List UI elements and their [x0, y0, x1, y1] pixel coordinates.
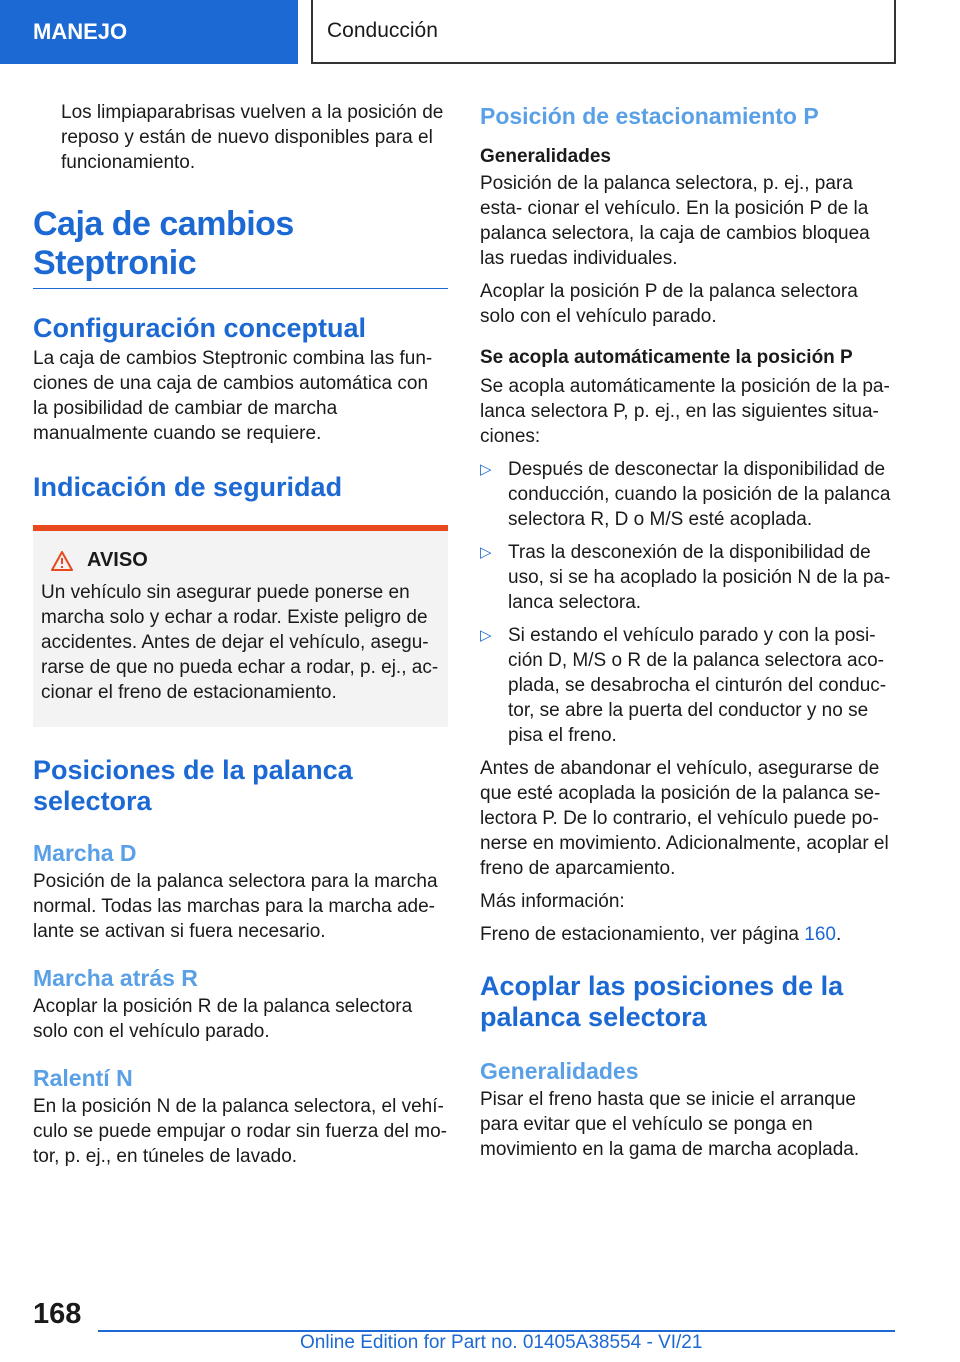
engage-paragraph: Pisar el freno hasta que se inicie el arranque para evitar que el vehículo se ponga en movimiento en la gama de marcha acoplada.: [480, 1089, 860, 1160]
before-leaving-paragraph: Antes de abandonar el vehículo, asegurarse de que esté acoplada la posición de la palanca se- lectora P. De lo contrario, el vehículo puede po- nerse en movimiento. Adicionalmente, acoplar el freno de aparcamiento.: [480, 758, 889, 879]
list-item-text: Tras la desconexión de la disponibilidad de uso, si se ha acoplado la posición N de la pa- lanca selectora.: [508, 542, 891, 613]
auto-park-label: Se acopla automáticamente la posición P: [480, 347, 853, 368]
auto-park-paragraph: Se acopla automáticamente la posición de la pa- lanca selectora P, p. ej., en las siguientes situa- ciones:: [480, 376, 890, 447]
reference-text: Freno de estacionamiento, ver página: [480, 924, 805, 945]
more-info-label: Más información:: [480, 891, 625, 912]
list-item-text: Si estando el vehículo parado y con la posi- ción D, M/S o R de la palanca selectora aco- plada, se desabrocha el cinturón del conduc- tor, se abre la puerta del conductor y no se pisa el freno.: [508, 625, 887, 746]
bullet-triangle-icon: ▷: [480, 627, 492, 644]
bullet-triangle-icon: ▷: [480, 461, 492, 478]
drive-paragraph: Posición de la palanca selectora para la marcha normal. Todas las marchas para la marcha ade- lante se activan si fuera necesario.: [33, 871, 438, 942]
warning-header: [51, 549, 440, 572]
neutral-paragraph: En la posición N de la palanca selectora, el vehí- culo se puede empujar o rodar sin fuerza del mo- tor, p. ej., en túneles de lavado.: [33, 1096, 448, 1167]
list-item: [480, 540, 895, 615]
positions-heading: Posiciones de la palanca selectora: [33, 755, 353, 816]
park-heading: Posición de estacionamiento P: [480, 103, 819, 129]
park-general-paragraph-1: Posición de la palanca selectora, p. ej., para esta- cionar el vehículo. En la posición P de la palanca selectora, la caja de cambios bloquea las ruedas individuales.: [480, 173, 870, 269]
drive-heading: Marcha D: [33, 840, 137, 866]
right-column: [480, 100, 895, 1162]
neutral-heading: Ralentí N: [33, 1065, 133, 1091]
section-title: MANEJO: [33, 19, 128, 44]
reverse-heading: Marcha atrás R: [33, 965, 198, 991]
concept-heading: Configuración conceptual: [33, 313, 367, 343]
chapter-tab: [311, 0, 896, 64]
page-title: Caja de cambios Steptronic: [33, 205, 448, 289]
engage-subheading: Generalidades: [480, 1058, 639, 1084]
chapter-title: Conducción: [327, 19, 438, 42]
reference-line: [480, 922, 895, 947]
list-item-text: Después de desconectar la disponibilidad de conducción, cuando la posición de la palanca selectora R, D o M/S esté acoplada.: [508, 459, 891, 530]
reverse-paragraph: Acoplar la posición R de la palanca selectora solo con el vehículo parado.: [33, 996, 413, 1042]
footer-edition: Online Edition for Part no. 01405A38554 - VI/21: [300, 1332, 703, 1353]
warning-box: [33, 525, 448, 727]
bullet-triangle-icon: ▷: [480, 544, 492, 561]
list-item: [480, 623, 895, 748]
list-item: [480, 457, 895, 532]
warning-text: Un vehículo sin asegurar puede ponerse en marcha solo y echar a rodar. Existe peligro de accidentes. Antes de dejar el vehículo, asegu- rarse de que no pueda echar a rodar, p. ej., ac- cionar el freno de estacionamiento.: [41, 582, 439, 703]
park-general-label: Generalidades: [480, 146, 611, 167]
concept-paragraph: La caja de cambios Steptronic combina las fun- ciones de una caja de cambios automática con la posibilidad de cambiar de marcha manualmente cuando se requiere.: [33, 348, 433, 444]
section-tab: [0, 0, 298, 64]
engage-heading: Acoplar las posiciones de la palanca selectora: [480, 971, 844, 1032]
page-link[interactable]: 160: [804, 924, 836, 945]
warning-label: AVISO: [87, 549, 148, 571]
safety-heading: Indicación de seguridad: [33, 472, 343, 502]
park-general-paragraph-2: Acoplar la posición P de la palanca selectora solo con el vehículo parado.: [480, 281, 858, 327]
reference-end: .: [835, 924, 842, 945]
left-column: [33, 100, 448, 1169]
intro-paragraph: Los limpiaparabrisas vuelven a la posición de reposo y están de nuevo disponibles para el funcionamiento.: [61, 102, 444, 173]
page-number: 168: [33, 1298, 82, 1330]
warning-triangle-icon: [51, 551, 73, 571]
